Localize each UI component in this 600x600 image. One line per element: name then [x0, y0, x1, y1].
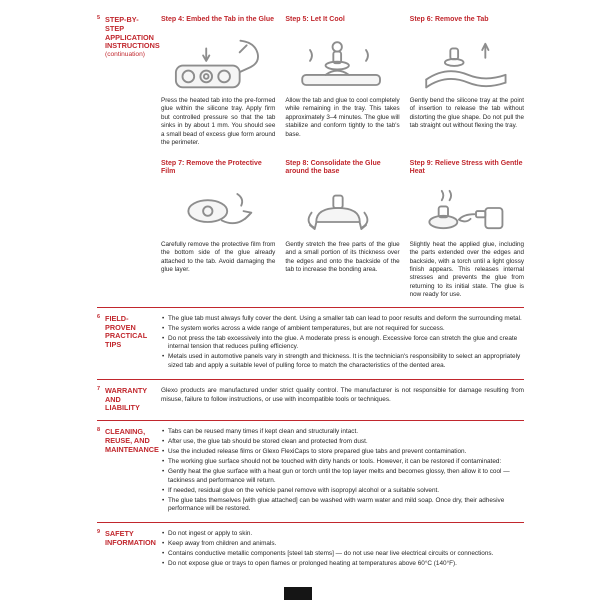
list-item: • The system works across a wide range of ambient temperatures, but are not required for success.: [161, 325, 524, 334]
section-number: 6: [97, 313, 101, 320]
step-7: [161, 160, 275, 300]
section-warranty: [97, 387, 524, 413]
list-item: • Tabs can be reused many times if kept clean and structurally intact.: [161, 428, 524, 437]
section-heading-tips: [97, 315, 161, 350]
section-number: 9: [97, 529, 101, 536]
section-divider: [97, 420, 524, 421]
section-subtitle: (continuation): [105, 51, 145, 58]
section-divider: [97, 379, 524, 380]
step-title: Step 8: Consolidate the Glue around the base: [285, 159, 381, 176]
steps-grid: [161, 16, 524, 300]
section-heading-cleaning: [97, 428, 161, 454]
step-title: Step 7: Remove the Protective Film: [161, 159, 262, 176]
safety-list: [161, 530, 524, 569]
hand-flexing-tray-illustration: [410, 36, 524, 92]
section-title: SAFETY INFORMATION: [105, 529, 156, 547]
step-9: [410, 160, 524, 300]
list-item: • Contains conductive metallic components [steel tab stems] — do not use near live electrical circuits or connections.: [161, 550, 524, 559]
section-heading-warranty: [97, 387, 161, 413]
step-8: [285, 160, 399, 300]
step-title: Step 4: Embed the Tab in the Glue: [161, 16, 275, 23]
cleaning-list: [161, 428, 524, 514]
section-number: 5: [97, 15, 101, 21]
section-divider: [97, 522, 524, 523]
peeling-protective-film-illustration: [161, 180, 275, 236]
step-body: Press the heated tab into the pre-formed glue within the silicone tray. Apply firm but controlled pressure so that the tab sinks in by about 1 mm. You should see a small bead of excess glue form around the perimeter.: [161, 97, 276, 147]
list-item: • Do not ingest or apply to skin.: [161, 530, 524, 539]
list-item: • The glue tab must always fully cover the dent. Using a smaller tab can lead to poor results and deform the surrounding metal.: [161, 315, 524, 324]
stretching-glue-over-tab-edges-illustration: [285, 180, 399, 236]
list-item: • Use the included release films or Glexo FlexiCaps to store prepared glue tabs and prevent contamination.: [161, 448, 524, 457]
step-title: Step 9: Relieve Stress with Gentle Heat: [409, 159, 523, 176]
step-title: Step 6: Remove the Tab: [409, 16, 489, 23]
list-item: • The glue tabs themselves [with glue attached] can be washed with warm water and mild soap. Once dry, their adhesive performance will be restored.: [161, 497, 524, 514]
page-footer-marker: [284, 587, 312, 600]
step-body: Slightly heat the applied glue, including the parts extended over the edges and backside, with a torch until a light glossy finish appears. This releases internal stresses and prevents the glue from returning to its initial state. The glue is now ready for use.: [409, 240, 524, 299]
list-item: • Do not expose glue or trays to open flames or prolonged heating at temperatures above 60°C (140°F).: [161, 560, 524, 569]
list-item: • Keep away from children and animals.: [161, 540, 524, 549]
list-item: • Do not press the tab excessively into the glue. A moderate press is enough. Excessive force can stretch the glue and create internal tension that reduces pulling efficiency.: [161, 335, 524, 352]
step-6: [410, 16, 524, 148]
hand-pressing-tab-into-tray-illustration: [161, 36, 275, 92]
step-4: [161, 16, 275, 148]
warranty-text: Glexo products are manufactured under strict quality control. The manufacturer is not responsible for damage resulting from misuse, failure to follow instructions, or use with incompatible tools or techniques.: [161, 386, 524, 403]
tips-list: [161, 315, 524, 371]
section-application-instructions: [97, 16, 524, 300]
section-title: WARRANTY AND LIABILITY: [105, 385, 148, 413]
list-item: • Gently heat the glue surface with a heat gun or torch until the top layer melts and becomes glossy, then allow it to cool — tackiness and performance will return.: [161, 468, 524, 485]
step-body: Gently bend the silicone tray at the point of insertion to release the tab without distorting the glue shape. Do not pull the tab straight out without flexing the tray.: [409, 97, 524, 130]
step-body: Carefully remove the protective film from the bottom side of the glue already attached to the tab. Avoid damaging the glue layer.: [161, 240, 276, 273]
tab-cooling-in-tray-illustration: [285, 36, 399, 92]
step-body: Gently stretch the free parts of the glue and a small portion of its thickness over the edges and onto the backside of the tab to increase the bonding area.: [285, 240, 400, 273]
section-practical-tips: [97, 315, 524, 372]
list-item: • Metals used in automotive panels vary in strength and thickness. It is the technician's responsibility to select an appropriately sized tab and apply a suitable level of pulling force to match the characteristics of the dented area.: [161, 353, 524, 370]
section-title: CLEANING, REUSE, AND MAINTENANCE: [105, 427, 159, 454]
list-item: • After use, the glue tab should be stored clean and protected from dust.: [161, 438, 524, 447]
section-heading-safety: [97, 530, 161, 548]
section-cleaning-maintenance: [97, 428, 524, 515]
list-item: • The working glue surface should not be touched with dirty hands or tools. However, it can be restored if contaminated:: [161, 458, 524, 467]
section-divider: [97, 307, 524, 308]
section-heading-application: [97, 16, 161, 59]
step-title: Step 5: Let It Cool: [285, 16, 345, 23]
step-5: [285, 16, 399, 148]
section-number: 8: [97, 427, 101, 434]
torch-heating-tab-illustration: [410, 180, 524, 236]
section-number: 7: [97, 385, 101, 392]
section-title: FIELD-PROVEN PRACTICAL TIPS: [105, 313, 148, 349]
list-item: • If needed, residual glue on the vehicle panel remove with isopropyl alcohol or a suitable solvent.: [161, 487, 524, 496]
section-safety-information: [97, 530, 524, 570]
step-body: Allow the tab and glue to cool completely while remaining in the tray. This takes approximately 3–4 minutes. The glue will stabilize and conform tightly to the tab's base.: [285, 97, 400, 138]
section-title: STEP-BY-STEP APPLICATION INSTRUCTIONS: [105, 15, 160, 51]
